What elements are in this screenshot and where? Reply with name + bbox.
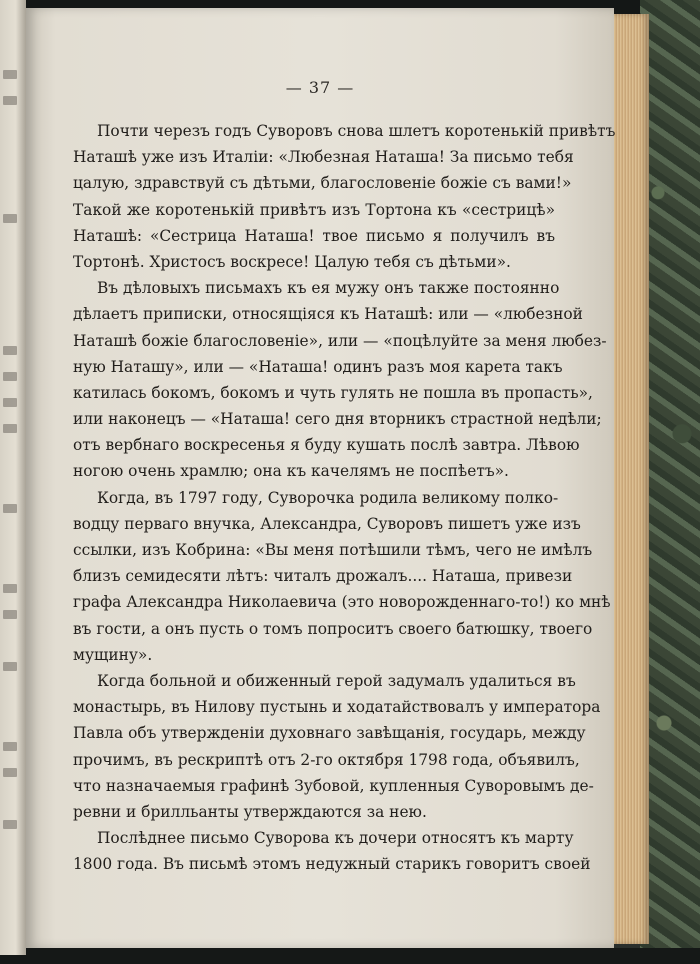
text-line: ревни и брилльанты утверждаются за нею.	[73, 802, 427, 821]
page-number: — 37 —	[285, 78, 355, 97]
text-line: ссылки, изъ Кобрина: «Вы меня потѣшили тѣмъ, чего не имѣлъ	[73, 541, 593, 559]
text-line: Такой же коротенькій привѣтъ изъ Тортона къ «сестрицѣ»	[73, 200, 555, 219]
text-line: отъ вербнаго воскресенья я буду кушать послѣ завтра. Лѣвою	[73, 436, 580, 455]
text-line: графа Александра Николаевича (это новорожденнаго-то!) ко мнѣ	[73, 593, 611, 612]
text-line: Наташѣ уже изъ Италіи: «Любезная Наташа! За письмо тебя	[73, 148, 574, 167]
text-line: Въ дѣловыхъ письмахъ къ ея мужу онъ также постоянно	[97, 279, 560, 298]
text-line: Послѣднее письмо Суворова къ дочери относятъ къ марту	[97, 829, 574, 848]
text-line: катилась бокомъ, бокомъ и чуть гулять не пошла въ пропасть»,	[73, 383, 593, 402]
text-line: Когда, въ 1797 году, Суворочка родила великому полко-	[97, 488, 559, 507]
text-line: 1800 года. Въ письмѣ этомъ недужный старикъ говоритъ своей	[73, 855, 591, 874]
text-line: монастырь, въ Нилову пустынь и ходатайствовалъ у императора	[73, 698, 601, 717]
text-line: Павла объ утвержденіи духовнаго завѣщанія, государь, между	[73, 724, 586, 743]
text-line: въ гости, а онъ пусть о томъ попроситъ своего батюшку, твоего	[73, 619, 593, 638]
text-line: водцу перваго внучка, Александра, Суворовъ пишетъ уже изъ	[73, 514, 581, 533]
text-line: ную Наташу», или — «Наташа! одинъ разъ моя карета такъ	[73, 357, 563, 376]
text-line: что назначаемыя графинѣ Зубовой, купленныя Суворовымъ де-	[73, 776, 594, 795]
text-line: близъ семидесяти лѣтъ: читалъ дрожалъ.... Наташа, привези	[73, 567, 573, 586]
body-text	[73, 118, 616, 877]
text-line: Когда больной и обиженный герой задумалъ удалиться въ	[97, 671, 576, 690]
text-line: ногою очень храмлю; она къ качелямъ не поспѣетъ».	[73, 462, 509, 481]
text-line: мущину».	[73, 645, 153, 664]
text-line: дѣлаетъ приписки, относящіяся къ Наташѣ: или — «любезной	[73, 305, 583, 324]
marbled-cover	[640, 0, 700, 964]
book-page	[26, 8, 614, 948]
text-line: прочимъ, въ рескриптѣ отъ 2-го октября 1798 года, объявилъ,	[73, 750, 580, 769]
text-line: цалую, здравствуй съ дѣтьми, благословеніе божіе съ вами!»	[73, 174, 572, 193]
text-line: Наташѣ: «Сестрица Наташа! твое письмо я получилъ въ	[73, 226, 555, 245]
text-line: Почти черезъ годъ Суворовъ снова шлетъ коротенькій привѣтъ	[97, 122, 616, 140]
page-block-edge	[612, 14, 649, 944]
book-cover-bottom	[0, 948, 700, 964]
text-line: Наташѣ божіе благословеніе», или — «поцѣлуйте за меня любез-	[73, 331, 607, 350]
text-line: или наконецъ — «Наташа! сего дня вторникъ страстной недѣли;	[73, 410, 602, 429]
text-line: Тортонѣ. Христосъ воскресе! Цалую тебя съ дѣтьми».	[73, 252, 511, 271]
facing-page-edge	[0, 0, 26, 955]
